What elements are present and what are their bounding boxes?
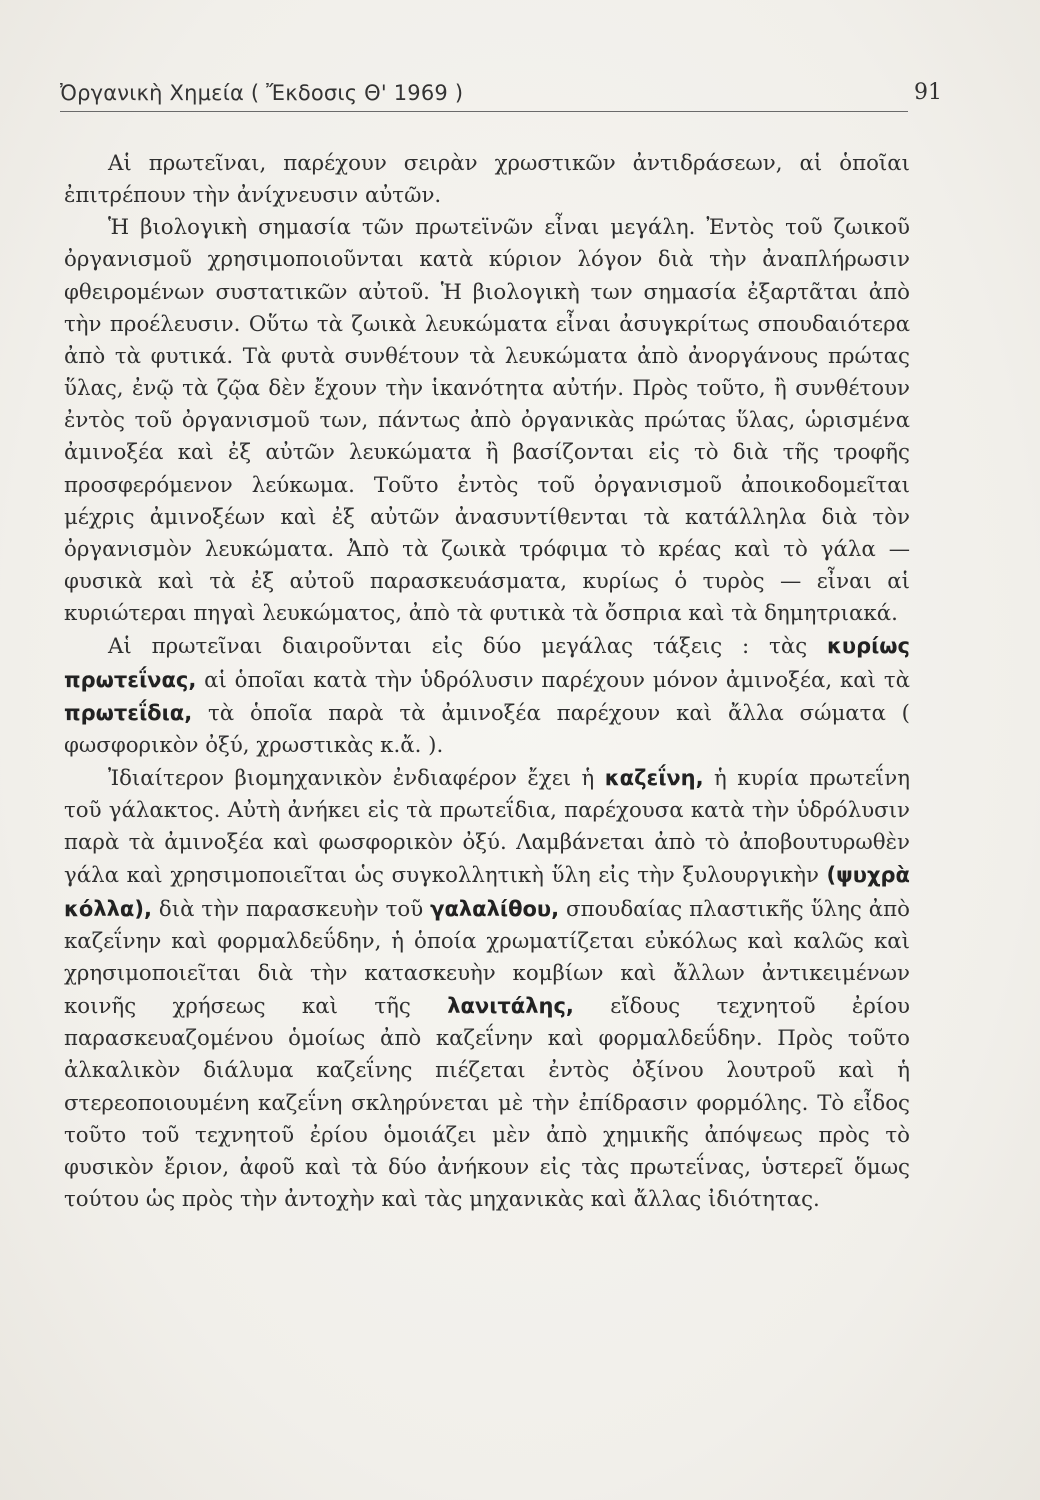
page-number: 91: [914, 80, 942, 105]
paragraph-text: Ἰδιαίτερον βιομηχανικὸν ἐνδιαφέρον ἔχει ἡ: [108, 765, 605, 791]
body-text: [64, 148, 910, 1216]
bold-term: κυρίως πρωτεΐνας,: [64, 634, 910, 692]
paragraph-3: [64, 630, 910, 762]
bold-term: γαλαλίθου,: [430, 896, 560, 921]
paragraph-text: ἡ κυρία πρωτεΐνη τοῦ γάλακτος. Αὐτὴ ἀνήκει εἰς τὰ πρωτεΐδια, παρέχουσα κατὰ τὴν ὑδρόλυσιν παρὰ τὰ ἀμινοξέα καὶ φωσφορικὸν ὀξύ. Λαμβάνεται ἀπὸ τὸ ἀποβουτυρωθὲν γάλα καὶ χρησιμοποιεῖται ὡς συγκολλητικὴ ὕλη εἰς τὴν ξυλουργικὴν: [64, 765, 910, 889]
page-header: [60, 66, 942, 112]
paragraph-text: Αἱ πρωτεῖναι, παρέχουν σειρὰν χρωστικῶν ἀντιδράσεων, αἱ ὁποῖαι ἐπιτρέπουν τὴν ἀνίχνευσιν αὐτῶν.: [64, 151, 910, 209]
running-head: Ὀργανικὴ Χημεία ( Ἔκδοσις Θ' 1969 ): [60, 81, 464, 105]
paragraph-1: [64, 148, 910, 212]
bold-term: (ψυχρὰ κόλλα),: [64, 863, 910, 921]
paragraph-4: [64, 762, 910, 1216]
bold-term: καζεΐνη,: [604, 765, 704, 790]
paragraph-text: διὰ τὴν παρασκευὴν τοῦ: [151, 896, 431, 922]
paragraph-2: [64, 212, 910, 630]
paragraph-text: σπουδαίας πλαστικῆς ὕλης ἀπὸ καζεΐνην καὶ φορμαλδεΰδην, ἡ ὁποία χρωματίζεται εὐκόλως καὶ καλῶς καὶ χρησιμοποιεῖται διὰ τὴν κατασκευὴν κομβίων καὶ ἄλλων ἀντικειμένων κοινῆς χρήσεως καὶ τῆς: [64, 896, 910, 1020]
paragraph-text: τὰ ὁποῖα παρὰ τὰ ἀμινοξέα παρέχουν καὶ ἄλλα σώματα ( φωσφορικὸν ὀξύ, χρωστικὰς κ.ἄ. ).: [64, 700, 910, 758]
paragraph-text: Ἡ βιολογικὴ σημασία τῶν πρωτεϊνῶν εἶναι μεγάλη. Ἐντὸς τοῦ ζωικοῦ ὀργανισμοῦ χρησιμοποιοῦνται κατὰ κύριον λόγον διὰ τὴν ἀναπλήρωσιν φθειρομένων συστατικῶν αὐτοῦ. Ἡ βιολογικὴ των σημασία ἐξαρτᾶται ἀπὸ τὴν προέλευσιν. Οὕτω τὰ ζωικὰ λευκώματα εἶναι ἀσυγκρίτως σπουδαιότερα ἀπὸ τὰ φυτικά. Τὰ φυτὰ συνθέτουν τὰ λευκώματα ἀπὸ ἀνοργάνους πρώτας ὕλας, ἐνῷ τὰ ζῷα δὲν ἔχουν τὴν ἱκανότητα αὐτήν. Πρὸς τοῦτο, ἢ συνθέτουν ἐντὸς τοῦ ὀργανισμοῦ των, πάντως ἀπὸ ὀργανικὰς πρώτας ὕλας, ὡρισμένα ἀμινοξέα καὶ ἐξ αὐτῶν λευκώματα ἢ βασίζονται εἰς τὸ διὰ τῆς τροφῆς προσφερόμενον λεύκωμα. Τοῦτο ἐντὸς τοῦ ὀργανισμοῦ ἀποικοδομεῖται μέχρις ἀμινοξέων καὶ ἐξ αὐτῶν ἀνασυντίθενται τὰ κατάλληλα διὰ τὸν ὀργανισμὸν λευκώματα. Ἀπὸ τὰ ζωικὰ τρόφιμα τὸ κρέας καὶ τὸ γάλα — φυσικὰ καὶ τὰ ἐξ αὐτοῦ παρασκευάσματα, κυρίως ὁ τυρὸς — εἶναι αἱ κυριώτεραι πηγαὶ λευκώματος, ἀπὸ τὰ φυτικὰ τὰ ὄσπρια καὶ τὰ δημητριακά.: [64, 215, 910, 627]
paragraph-text: εἴδους τεχνητοῦ ἐρίου παρασκευαζομένου ὁμοίως ἀπὸ καζεΐνην καὶ φορμαλδεΰδην. Πρὸς τοῦτο ἀλκαλικὸν διάλυμα καζεΐνης πιέζεται ἐντὸς ὀξίνου λουτροῦ καὶ ἡ στερεοποιουμένη καζεΐνη σκληρύνεται μὲ τὴν ἐπίδρασιν φορμόλης. Τὸ εἶδος τοῦτο τοῦ τεχνητοῦ ἐρίου ὁμοιάζει μὲν ἀπὸ χημικῆς ἀπόψεως πρὸς τὸ φυσικὸν ἔριον, ἀφοῦ καὶ τὰ δύο ἀνήκουν εἰς τὰς πρωτεΐνας, ὑστερεῖ ὅμως τούτου ὡς πρὸς τὴν ἀντοχὴν καὶ τὰς μηχανικὰς καὶ ἄλλας ἰδιότητας.: [64, 994, 910, 1212]
paragraph-text: αἱ ὁποῖαι κατὰ τὴν ὑδρόλυσιν παρέχουν μόνον ἀμινοξέα, καὶ τὰ: [196, 667, 910, 693]
bold-term: πρωτεΐδια,: [64, 700, 193, 725]
paragraph-text: Αἱ πρωτεῖναι διαιροῦνται εἰς δύο μεγάλας τάξεις : τὰς: [108, 634, 827, 660]
bold-term: λανιτάλης,: [447, 994, 574, 1019]
